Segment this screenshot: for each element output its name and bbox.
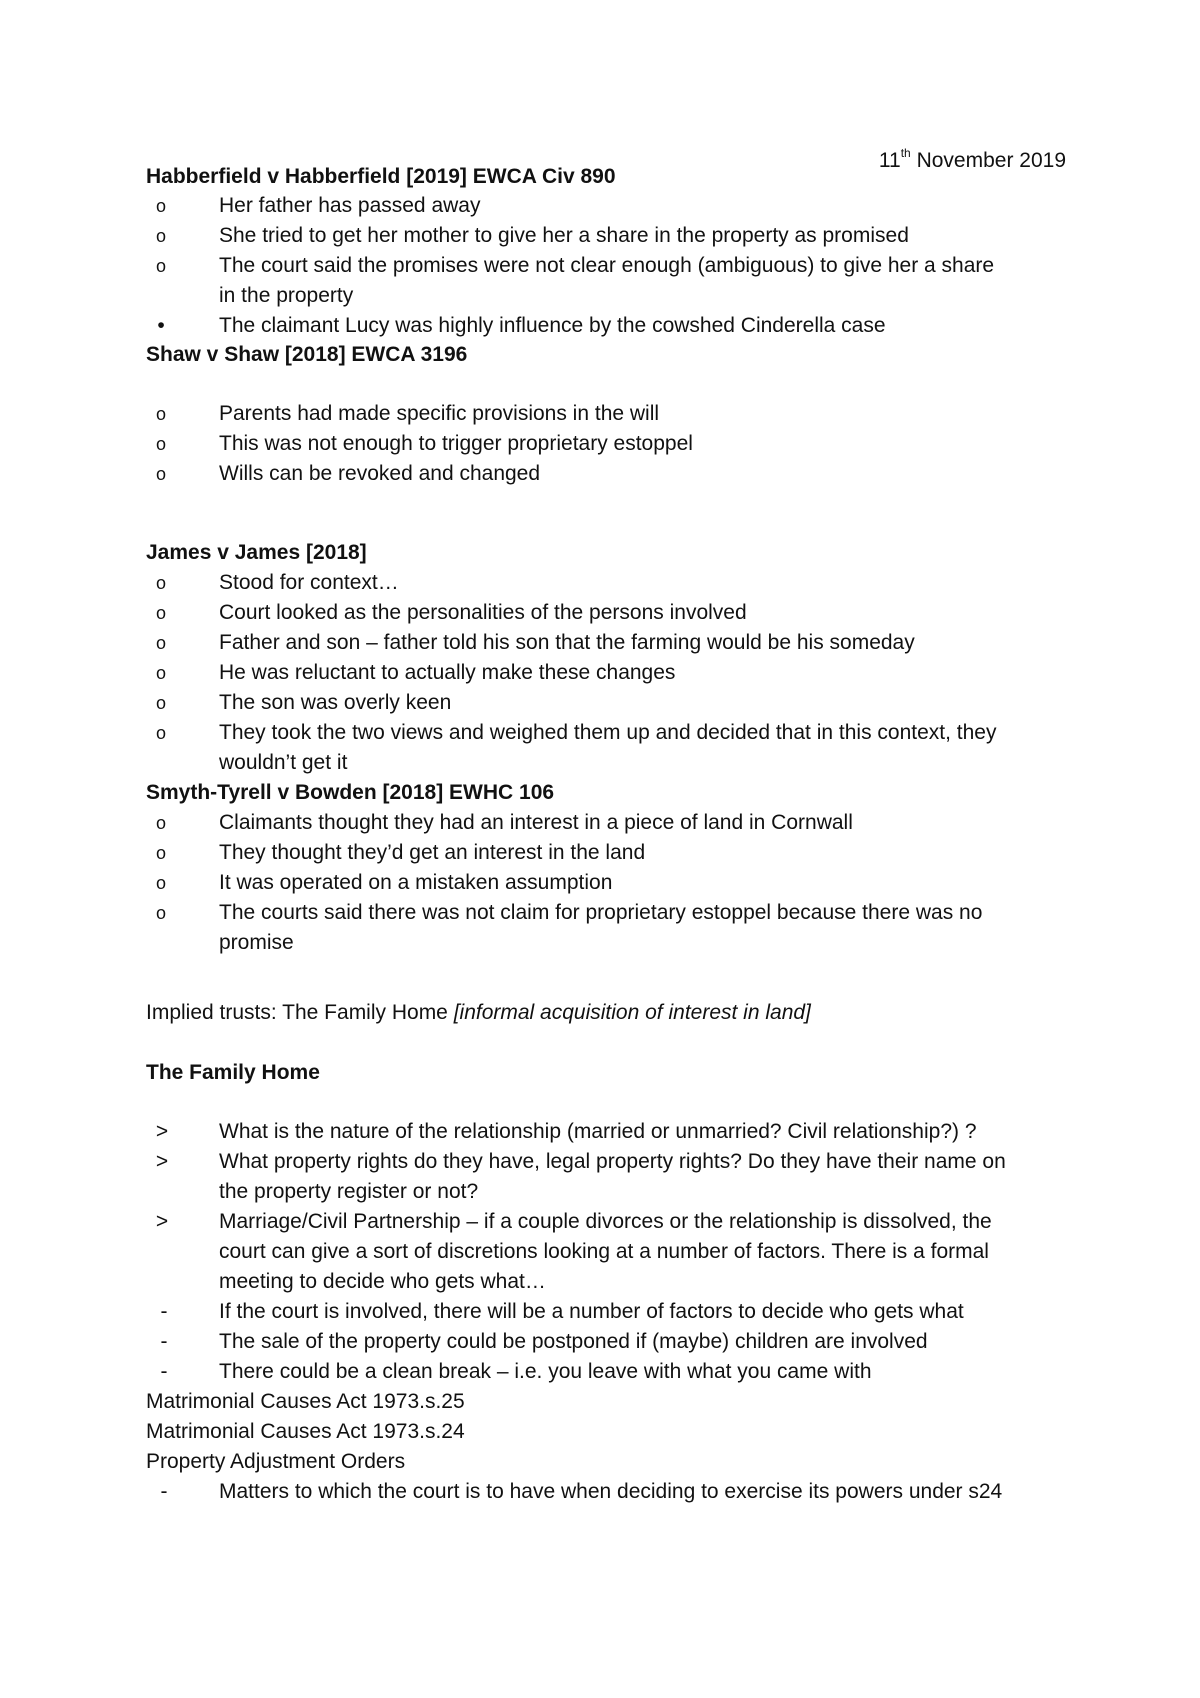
list-item: o He was reluctant to actually make these changes	[219, 658, 1069, 688]
circle-bullet-icon: o	[155, 813, 166, 833]
arrow-bullet-icon: >	[155, 1210, 169, 1233]
list-item: o Parents had made specific provisions in the will	[219, 399, 1069, 429]
list-item: - The sale of the property could be postponed if (maybe) children are involved	[219, 1327, 1069, 1357]
list-item: o Court looked as the personalities of the persons involved	[219, 598, 1069, 628]
case-heading-smyth-tyrell: Smyth-Tyrell v Bowden [2018] EWHC 106	[146, 781, 555, 804]
bullet-icon: •	[157, 314, 165, 337]
date: 11th November 2019	[878, 146, 1066, 172]
document-page	[146, 0, 1066, 1698]
list-item-continuation: in the property	[219, 284, 354, 307]
statute-line: Matrimonial Causes Act 1973.s.24	[146, 1420, 465, 1443]
circle-bullet-icon: o	[155, 603, 166, 623]
implied-trusts-line: Implied trusts: The Family Home [informal acquisition of interest in land]	[146, 1001, 811, 1024]
circle-bullet-icon: o	[155, 434, 166, 454]
list-item: o It was operated on a mistaken assumption	[219, 868, 1069, 898]
list-item: o Wills can be revoked and changed	[219, 459, 1069, 489]
list-item: o Father and son – father told his son that the farming would be his someday	[219, 628, 1069, 658]
list-item: - If the court is involved, there will be a number of factors to decide who gets what	[219, 1297, 1069, 1327]
circle-bullet-icon: o	[155, 256, 166, 276]
list-item-continuation: the property register or not?	[219, 1180, 479, 1203]
dash-bullet-icon: -	[160, 1300, 168, 1323]
circle-bullet-icon: o	[155, 903, 166, 923]
list-item-continuation: meeting to decide who gets what…	[219, 1270, 546, 1293]
case-heading-james: James v James [2018]	[146, 541, 367, 564]
dash-bullet-icon: -	[160, 1360, 168, 1383]
circle-bullet-icon: o	[155, 843, 166, 863]
list-item: o This was not enough to trigger proprietary estoppel	[219, 429, 1069, 459]
statute-line: Property Adjustment Orders	[146, 1450, 406, 1473]
circle-bullet-icon: o	[155, 464, 166, 484]
list-item: - There could be a clean break – i.e. you leave with what you came with	[219, 1357, 1069, 1387]
list-item: o They took the two views and weighed them up and decided that in this context, they	[219, 718, 1069, 748]
list-item: > Marriage/Civil Partnership – if a couple divorces or the relationship is dissolved, the	[219, 1207, 1069, 1237]
dash-bullet-icon: -	[160, 1330, 168, 1353]
list-item: • The claimant Lucy was highly influence by the cowshed Cinderella case	[219, 311, 1069, 341]
list-item-continuation: promise	[219, 931, 294, 954]
list-item: o Stood for context…	[219, 568, 1069, 598]
case-heading-habberfield: Habberfield v Habberfield [2019] EWCA Civ 890	[146, 165, 616, 188]
list-item: o Her father has passed away	[219, 191, 1069, 221]
list-item: o Claimants thought they had an interest in a piece of land in Cornwall	[219, 808, 1069, 838]
circle-bullet-icon: o	[155, 633, 166, 653]
list-item: o The courts said there was not claim for proprietary estoppel because there was no	[219, 898, 1069, 928]
list-item-continuation: court can give a sort of discretions looking at a number of factors. There is a formal	[219, 1240, 989, 1263]
circle-bullet-icon: o	[155, 404, 166, 424]
list-item: > What property rights do they have, legal property rights? Do they have their name on	[219, 1147, 1069, 1177]
statute-line: Matrimonial Causes Act 1973.s.25	[146, 1390, 465, 1413]
section-heading-family-home: The Family Home	[146, 1061, 320, 1084]
list-item: o The court said the promises were not clear enough (ambiguous) to give her a share	[219, 251, 1069, 281]
circle-bullet-icon: o	[155, 693, 166, 713]
dash-bullet-icon: -	[160, 1480, 168, 1503]
case-heading-shaw: Shaw v Shaw [2018] EWCA 3196	[146, 343, 468, 366]
list-item: - Matters to which the court is to have when deciding to exercise its powers under s24	[219, 1477, 1069, 1507]
circle-bullet-icon: o	[155, 573, 166, 593]
list-item: o She tried to get her mother to give her a share in the property as promised	[219, 221, 1069, 251]
list-item: o They thought they’d get an interest in the land	[219, 838, 1069, 868]
list-item-continuation: wouldn’t get it	[219, 751, 348, 774]
circle-bullet-icon: o	[155, 226, 166, 246]
list-item: > What is the nature of the relationship (married or unmarried? Civil relationship?) ?	[219, 1117, 1069, 1147]
arrow-bullet-icon: >	[155, 1150, 169, 1173]
circle-bullet-icon: o	[155, 723, 166, 743]
circle-bullet-icon: o	[155, 663, 166, 683]
arrow-bullet-icon: >	[155, 1120, 169, 1143]
circle-bullet-icon: o	[155, 196, 166, 216]
list-item: o The son was overly keen	[219, 688, 1069, 718]
circle-bullet-icon: o	[155, 873, 166, 893]
